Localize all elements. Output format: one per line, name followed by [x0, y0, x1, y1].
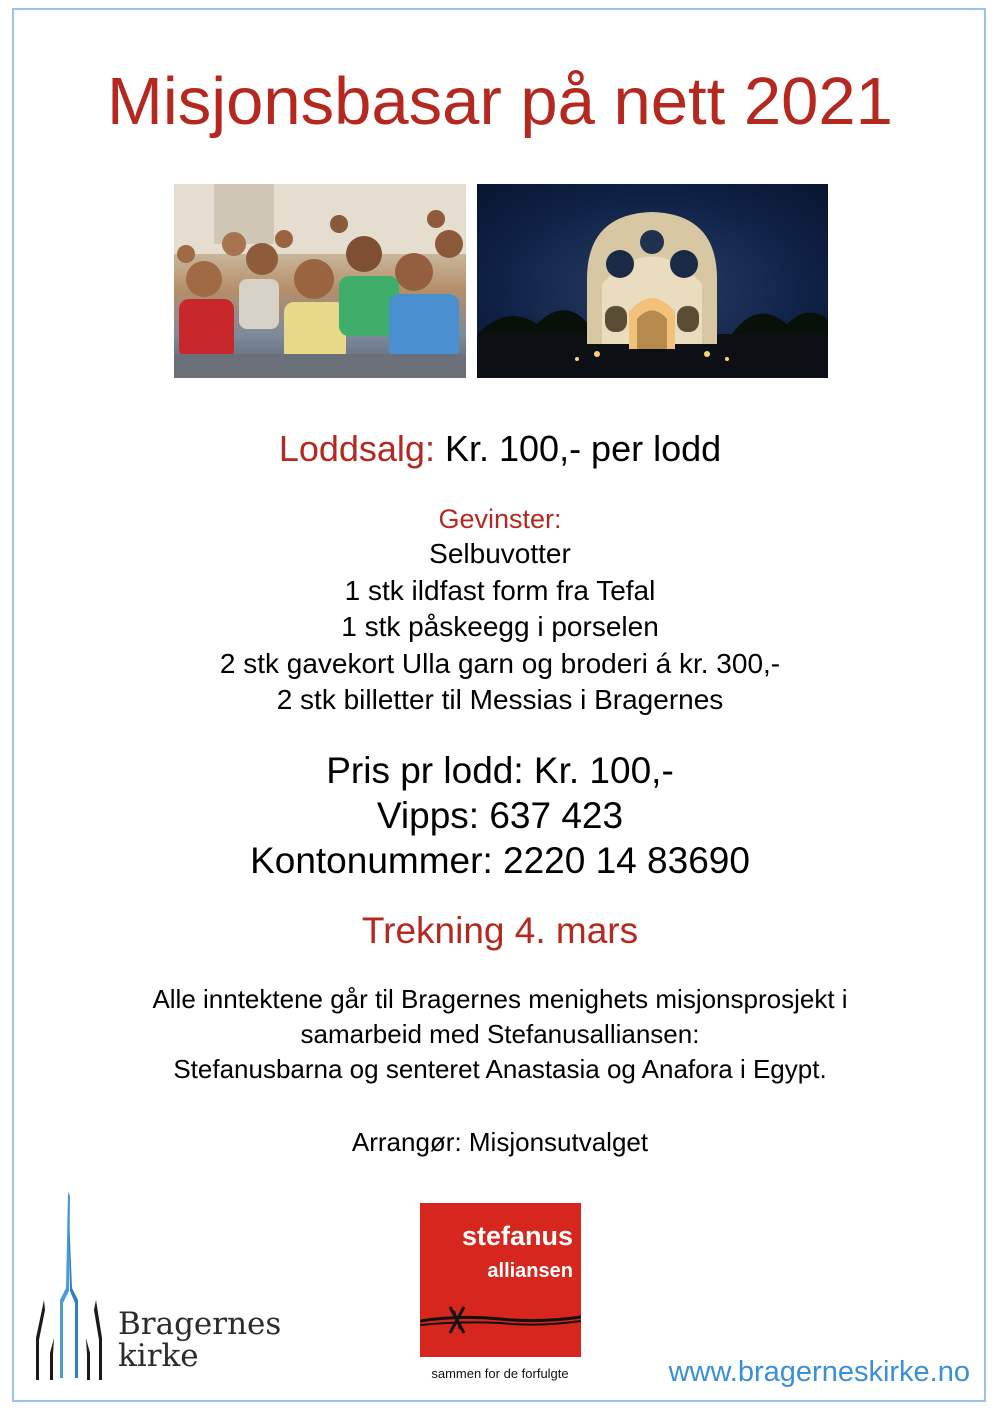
website-link[interactable]: www.bragerneskirke.no — [668, 1356, 970, 1388]
prize-item: Selbuvotter — [429, 538, 571, 569]
page-title: Misjonsbasar på nett 2021 — [107, 64, 893, 139]
prize-item: 1 stk påskeegg i porselen — [341, 611, 659, 642]
raffle-line — [0, 428, 1000, 470]
stefanus-wordmark: stefanus — [461, 1221, 573, 1251]
prize-item: 1 stk ildfast form fra Tefal — [344, 574, 656, 606]
kirke-wordmark-line: kirke — [118, 1338, 199, 1374]
stefanus-alliansen-logo — [420, 1203, 581, 1357]
children-photo — [174, 184, 466, 378]
church-night-photo — [477, 184, 828, 378]
proceeds-line: Alle inntektene går til Bragernes menighets misjonsprosjekt i — [152, 984, 848, 1014]
payment-info — [0, 748, 1000, 883]
prize-item: 2 stk billetter til Messias i Bragernes — [276, 684, 724, 715]
price-per-ticket: Pris pr lodd: Kr. 100,- — [326, 750, 674, 791]
organizer: Arrangør: Misjonsutvalget — [351, 1127, 649, 1157]
raffle-label: Loddsalg: — [278, 428, 435, 469]
prize-item: 2 stk gavekort Ulla garn og broderi á kr. 300,- — [219, 647, 781, 679]
prize-list — [0, 536, 1000, 719]
raffle-price: Kr. 100,- per lodd — [444, 428, 722, 469]
account-number: Kontonummer: 2220 14 83690 — [250, 840, 750, 881]
alliansen-wordmark: alliansen — [487, 1260, 573, 1282]
proceeds-line: samarbeid med Stefanusalliansen: — [300, 1019, 700, 1049]
proceeds-text — [0, 982, 1000, 1087]
bragernes-kirke-wordmark — [118, 1308, 281, 1372]
proceeds-line: Stefanusbarna og senteret Anastasia og Anafora i Egypt. — [173, 1054, 827, 1084]
bragernes-wordmark-line: Bragernes — [118, 1306, 282, 1342]
barbed-wire-icon — [420, 1287, 581, 1347]
stefanus-tagline: sammen for de forfulgte — [431, 1366, 569, 1381]
draw-date: Trekning 4. mars — [361, 910, 639, 951]
prizes-heading: Gevinster: — [438, 504, 562, 534]
vipps-number: Vipps: 637 423 — [376, 795, 624, 836]
